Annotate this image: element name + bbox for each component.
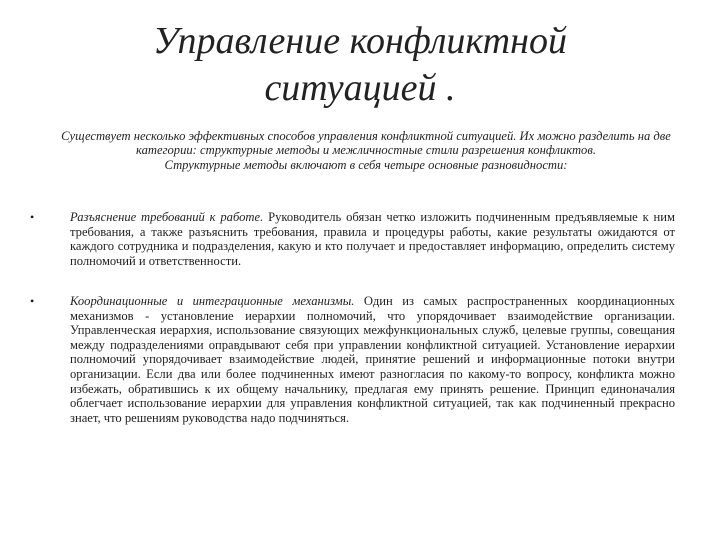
bullet-body: Руководитель обязан четко изложить подчиненным предъявляемые к ним требования, а также разъяснить требования, правила и процедуры работы, какие результаты ожидаются от каждого сотрудника и подразделения, какую и кто получает и предоставляет информацию, определить систему полномочий и ответственности.	[70, 210, 675, 268]
bullet-body: Один из самых распространенных координационных механизмов - установление иерархии полномочий, что упорядочивает взаимодействие организации. Управленческая иерархия, использование связующих межфункциональных служб, целевые группы, совещания между подразделениями оправдывают себя при управлении конфликтной ситуацией. Установление иерархии полномочий упорядочивает взаимодействие людей, принятие решений и информационные потоки внутри организации. Если два или более подчиненных имеют разногласия по какому-то вопросу, конфликта можно избежать, обратившись к их общему начальнику, предлагая ему принять решение. Принцип единоначалия облегчает использование иерархии для управления конфликтной ситуацией, так как подчиненный прекрасно знает, что решениям руководства надо подчиняться.	[70, 294, 675, 425]
intro-text	[58, 129, 674, 172]
bullet-lead: Координационные и интеграционные механизмы.	[70, 294, 355, 308]
slide-title-line-2: ситуацией .	[264, 67, 456, 109]
bullet-text	[70, 210, 675, 268]
bullet-lead: Разъяснение требований к работе.	[70, 210, 264, 224]
bullet-text	[70, 294, 675, 425]
bullet-dot-icon: •	[30, 294, 35, 308]
slide-title-line-1: Управление конфликтной	[153, 20, 567, 62]
intro-paragraph-1: Существует несколько эффективных способов управления конфликтной ситуацией. Их можно разделить на две категории: структурные методы и межличностные стили разрешения конфликтов.	[61, 129, 671, 158]
intro-paragraph-2: Структурные методы включают в себя четыре основные разновидности:	[164, 157, 568, 172]
bullet-dot-icon: •	[30, 210, 35, 224]
slide-title	[60, 18, 660, 112]
